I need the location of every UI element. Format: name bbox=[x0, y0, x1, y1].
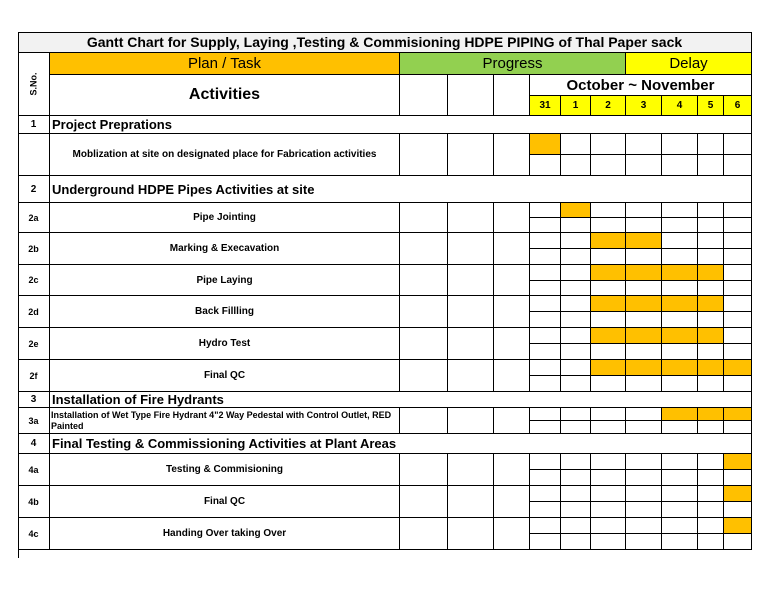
section-sno: 4 bbox=[18, 434, 50, 454]
gantt-bar-cell bbox=[591, 134, 626, 155]
progress-cell bbox=[400, 454, 448, 486]
gantt-cell bbox=[626, 534, 662, 550]
row-sno: 4b bbox=[18, 486, 50, 518]
gantt-cell bbox=[530, 470, 561, 486]
gantt-cell bbox=[724, 344, 752, 360]
gantt-cell bbox=[561, 376, 591, 392]
activity-name: Pipe Jointing bbox=[50, 203, 400, 233]
gantt-bar-cell bbox=[561, 233, 591, 249]
gantt-cell bbox=[698, 421, 724, 434]
gantt-cell bbox=[530, 534, 561, 550]
gantt-cell bbox=[724, 534, 752, 550]
gantt-cell bbox=[724, 470, 752, 486]
gantt-cell bbox=[662, 155, 698, 176]
gantt-cell bbox=[698, 281, 724, 296]
row-sno: 2d bbox=[18, 296, 50, 328]
row-sno: 4c bbox=[18, 518, 50, 550]
progress-cell bbox=[400, 134, 448, 176]
gantt-bar-cell bbox=[561, 296, 591, 312]
gantt-cell bbox=[626, 421, 662, 434]
progress-cell bbox=[448, 296, 494, 328]
gantt-bar-cell bbox=[626, 296, 662, 312]
progress-cell bbox=[494, 296, 530, 328]
progress-cell bbox=[400, 203, 448, 233]
gantt-cell bbox=[626, 249, 662, 265]
gantt-cell bbox=[591, 155, 626, 176]
gantt-cell bbox=[561, 218, 591, 233]
gantt-bar-cell bbox=[626, 486, 662, 502]
gantt-bar-cell bbox=[530, 203, 561, 218]
gantt-bar-cell bbox=[530, 134, 561, 155]
progress-cell bbox=[448, 233, 494, 265]
gantt-bar-cell bbox=[662, 233, 698, 249]
gantt-bar-cell bbox=[662, 408, 698, 421]
gantt-bar-cell bbox=[561, 360, 591, 376]
gantt-bar-cell bbox=[724, 486, 752, 502]
gantt-bar-cell bbox=[698, 233, 724, 249]
row-sno: 2e bbox=[18, 328, 50, 360]
gantt-cell bbox=[724, 502, 752, 518]
gantt-bar-cell bbox=[724, 454, 752, 470]
progress-cell bbox=[494, 328, 530, 360]
gantt-cell bbox=[724, 155, 752, 176]
gantt-bar-cell bbox=[561, 486, 591, 502]
gantt-cell bbox=[561, 534, 591, 550]
progress-cell bbox=[494, 408, 530, 434]
row-sno: 2a bbox=[18, 203, 50, 233]
day-header-cell: 31 bbox=[530, 96, 561, 116]
gantt-cell bbox=[591, 218, 626, 233]
gantt-bar-cell bbox=[626, 203, 662, 218]
gantt-cell bbox=[530, 281, 561, 296]
gantt-bar-cell bbox=[724, 233, 752, 249]
gantt-bar-cell bbox=[662, 203, 698, 218]
progress-cell bbox=[448, 454, 494, 486]
gantt-bar-cell bbox=[662, 328, 698, 344]
gantt-cell bbox=[626, 344, 662, 360]
gantt-bar-cell bbox=[626, 454, 662, 470]
day-header-cell: 6 bbox=[724, 96, 752, 116]
progress-cell bbox=[400, 265, 448, 296]
gantt-bar-cell bbox=[591, 203, 626, 218]
day-header-cell: 4 bbox=[662, 96, 698, 116]
gantt-bar-cell bbox=[698, 360, 724, 376]
gantt-bar-cell bbox=[530, 518, 561, 534]
progress-cell bbox=[494, 486, 530, 518]
progress-cell bbox=[448, 486, 494, 518]
activity-name: Final QC bbox=[50, 486, 400, 518]
progress-cell bbox=[400, 328, 448, 360]
gantt-cell bbox=[698, 312, 724, 328]
gantt-cell bbox=[698, 376, 724, 392]
gantt-bar-cell bbox=[698, 203, 724, 218]
gantt-cell bbox=[662, 344, 698, 360]
gantt-bar-cell bbox=[591, 296, 626, 312]
row-sno: 2f bbox=[18, 360, 50, 392]
gantt-bar-cell bbox=[530, 296, 561, 312]
progress-cell bbox=[448, 265, 494, 296]
gantt-cell bbox=[626, 376, 662, 392]
gantt-cell bbox=[530, 249, 561, 265]
progress-cell bbox=[494, 518, 530, 550]
gantt-bar-cell bbox=[530, 233, 561, 249]
gantt-bar-cell bbox=[698, 454, 724, 470]
delay-header: Delay bbox=[626, 53, 752, 75]
gantt-cell bbox=[530, 155, 561, 176]
gantt-cell bbox=[530, 502, 561, 518]
gantt-cell bbox=[662, 376, 698, 392]
section-sno: 1 bbox=[18, 116, 50, 134]
activity-name: Installation of Wet Type Fire Hydrant 4"2 Way Pedestal with Control Outlet, RED Painted bbox=[50, 408, 400, 434]
gantt-cell bbox=[591, 281, 626, 296]
gantt-bar-cell bbox=[698, 134, 724, 155]
progress-cell bbox=[448, 518, 494, 550]
gantt-bar-cell bbox=[724, 134, 752, 155]
progress-header: Progress bbox=[400, 53, 626, 75]
gantt-bar-cell bbox=[698, 296, 724, 312]
day-header-cell: 2 bbox=[591, 96, 626, 116]
gantt-bar-cell bbox=[626, 233, 662, 249]
gantt-bar-cell bbox=[561, 328, 591, 344]
section-sno: 2 bbox=[18, 176, 50, 203]
activity-name: Final QC bbox=[50, 360, 400, 392]
gantt-bar-cell bbox=[626, 328, 662, 344]
gantt-cell bbox=[561, 312, 591, 328]
gantt-bar-cell bbox=[561, 408, 591, 421]
progress-cell bbox=[400, 408, 448, 434]
section-title: Project Preprations bbox=[50, 116, 752, 134]
sno-header-label: S.No. bbox=[28, 72, 39, 96]
plan-task-header: Plan / Task bbox=[50, 53, 400, 75]
gantt-cell bbox=[626, 281, 662, 296]
gantt-cell bbox=[591, 376, 626, 392]
gantt-bar-cell bbox=[591, 486, 626, 502]
gantt-bar-cell bbox=[530, 486, 561, 502]
activity-name: Back Fillling bbox=[50, 296, 400, 328]
day-header-cell: 3 bbox=[626, 96, 662, 116]
activity-name: Moblization at site on designated place for Fabrication activities bbox=[50, 134, 400, 176]
gantt-cell bbox=[591, 470, 626, 486]
progress-cell bbox=[494, 360, 530, 392]
gantt-bar-cell bbox=[626, 408, 662, 421]
gantt-cell bbox=[626, 155, 662, 176]
row-sno: 4a bbox=[18, 454, 50, 486]
gantt-bar-cell bbox=[561, 203, 591, 218]
gantt-cell bbox=[530, 344, 561, 360]
activity-name: Testing & Commisioning bbox=[50, 454, 400, 486]
gantt-bar-cell bbox=[591, 233, 626, 249]
gantt-cell bbox=[698, 534, 724, 550]
gantt-bar-cell bbox=[662, 518, 698, 534]
gantt-cell bbox=[698, 502, 724, 518]
gantt-bar-cell bbox=[591, 360, 626, 376]
gantt-cell bbox=[561, 502, 591, 518]
section-sno: 3 bbox=[18, 392, 50, 408]
sno-header bbox=[18, 53, 50, 116]
gantt-bar-cell bbox=[724, 518, 752, 534]
progress-cell bbox=[448, 360, 494, 392]
gantt-cell bbox=[561, 281, 591, 296]
gantt-bar-cell bbox=[724, 328, 752, 344]
gantt-cell bbox=[662, 312, 698, 328]
gantt-cell bbox=[698, 155, 724, 176]
gantt-cell bbox=[626, 218, 662, 233]
gantt-bar-cell bbox=[591, 328, 626, 344]
gantt-cell bbox=[662, 502, 698, 518]
row-sno bbox=[18, 134, 50, 176]
progress-cell bbox=[494, 233, 530, 265]
gantt-bar-cell bbox=[626, 265, 662, 281]
gantt-bar-cell bbox=[724, 296, 752, 312]
day-header-cell: 1 bbox=[561, 96, 591, 116]
gantt-bar-cell bbox=[561, 265, 591, 281]
gantt-bar-cell bbox=[698, 518, 724, 534]
gantt-cell bbox=[662, 218, 698, 233]
day-header-cell: 5 bbox=[698, 96, 724, 116]
gantt-cell bbox=[626, 502, 662, 518]
gantt-cell bbox=[591, 502, 626, 518]
gantt-bar-cell bbox=[561, 134, 591, 155]
row-sno: 2b bbox=[18, 233, 50, 265]
section-title: Underground HDPE Pipes Activities at site bbox=[50, 176, 752, 203]
gantt-bar-cell bbox=[530, 408, 561, 421]
progress-cell bbox=[494, 265, 530, 296]
gantt-bar-cell bbox=[698, 408, 724, 421]
gantt-bar-cell bbox=[662, 454, 698, 470]
gantt-cell bbox=[698, 344, 724, 360]
progress-cell bbox=[448, 408, 494, 434]
gantt-cell bbox=[561, 155, 591, 176]
blank-header-col-2 bbox=[448, 75, 494, 116]
progress-cell bbox=[400, 518, 448, 550]
progress-cell bbox=[494, 203, 530, 233]
activity-name: Handing Over taking Over bbox=[50, 518, 400, 550]
blank-header-col-3 bbox=[494, 75, 530, 116]
gantt-cell bbox=[530, 218, 561, 233]
blank-header-col-1 bbox=[400, 75, 448, 116]
gantt-bar-cell bbox=[530, 328, 561, 344]
gantt-cell bbox=[662, 470, 698, 486]
gantt-bar-cell bbox=[591, 454, 626, 470]
period-header: October ~ November bbox=[530, 75, 752, 96]
gantt-bar-cell bbox=[591, 408, 626, 421]
progress-cell bbox=[448, 134, 494, 176]
gantt-bar-cell bbox=[591, 265, 626, 281]
gantt-cell bbox=[530, 312, 561, 328]
gantt-sheet bbox=[18, 32, 752, 558]
gantt-bar-cell bbox=[724, 408, 752, 421]
section-title: Installation of Fire Hydrants bbox=[50, 392, 752, 408]
gantt-cell bbox=[591, 249, 626, 265]
gantt-cell bbox=[662, 281, 698, 296]
gantt-bar-cell bbox=[626, 518, 662, 534]
progress-cell bbox=[448, 203, 494, 233]
gantt-cell bbox=[724, 421, 752, 434]
gantt-bar-cell bbox=[530, 265, 561, 281]
gantt-cell bbox=[530, 421, 561, 434]
gantt-bar-cell bbox=[724, 203, 752, 218]
gantt-bar-cell bbox=[662, 265, 698, 281]
progress-cell bbox=[400, 233, 448, 265]
gantt-cell bbox=[561, 249, 591, 265]
gantt-cell bbox=[561, 470, 591, 486]
gantt-bar-cell bbox=[662, 296, 698, 312]
gantt-cell bbox=[626, 312, 662, 328]
gantt-bar-cell bbox=[724, 265, 752, 281]
gantt-cell bbox=[591, 421, 626, 434]
gantt-cell bbox=[530, 376, 561, 392]
gantt-bar-cell bbox=[724, 360, 752, 376]
progress-cell bbox=[494, 134, 530, 176]
gantt-cell bbox=[724, 376, 752, 392]
row-sno: 2c bbox=[18, 265, 50, 296]
progress-cell bbox=[448, 328, 494, 360]
gantt-bar-cell bbox=[698, 486, 724, 502]
progress-cell bbox=[400, 486, 448, 518]
gantt-bar-cell bbox=[561, 454, 591, 470]
gantt-bar-cell bbox=[662, 360, 698, 376]
gantt-cell bbox=[724, 281, 752, 296]
gantt-bar-cell bbox=[626, 134, 662, 155]
gantt-cell bbox=[591, 344, 626, 360]
gantt-bar-cell bbox=[561, 518, 591, 534]
gantt-cell bbox=[662, 534, 698, 550]
gantt-bar-cell bbox=[698, 328, 724, 344]
activity-name: Pipe Laying bbox=[50, 265, 400, 296]
gantt-cell bbox=[724, 218, 752, 233]
chart-title: Gantt Chart for Supply, Laying ,Testing & Commisioning HDPE PIPING of Thal Paper sack bbox=[18, 32, 752, 53]
gantt-cell bbox=[561, 344, 591, 360]
progress-cell bbox=[400, 296, 448, 328]
activities-header: Activities bbox=[50, 75, 400, 116]
activity-name: Marking & Execavation bbox=[50, 233, 400, 265]
gantt-bar-cell bbox=[626, 360, 662, 376]
gantt-cell bbox=[662, 249, 698, 265]
gantt-cell bbox=[591, 312, 626, 328]
gantt-cell bbox=[662, 421, 698, 434]
gantt-bar-cell bbox=[662, 134, 698, 155]
gantt-bar-cell bbox=[662, 486, 698, 502]
gantt-cell bbox=[724, 249, 752, 265]
gantt-bar-cell bbox=[591, 518, 626, 534]
gantt-cell bbox=[698, 218, 724, 233]
gantt-cell bbox=[591, 534, 626, 550]
activity-name: Hydro Test bbox=[50, 328, 400, 360]
gantt-cell bbox=[626, 470, 662, 486]
progress-cell bbox=[494, 454, 530, 486]
section-title: Final Testing & Commissioning Activities at Plant Areas bbox=[50, 434, 752, 454]
gantt-cell bbox=[698, 470, 724, 486]
row-sno: 3a bbox=[18, 408, 50, 434]
progress-cell bbox=[400, 360, 448, 392]
gantt-cell bbox=[561, 421, 591, 434]
gantt-cell bbox=[724, 312, 752, 328]
gantt-cell bbox=[698, 249, 724, 265]
gantt-bar-cell bbox=[530, 360, 561, 376]
gantt-bar-cell bbox=[530, 454, 561, 470]
gantt-bar-cell bbox=[698, 265, 724, 281]
